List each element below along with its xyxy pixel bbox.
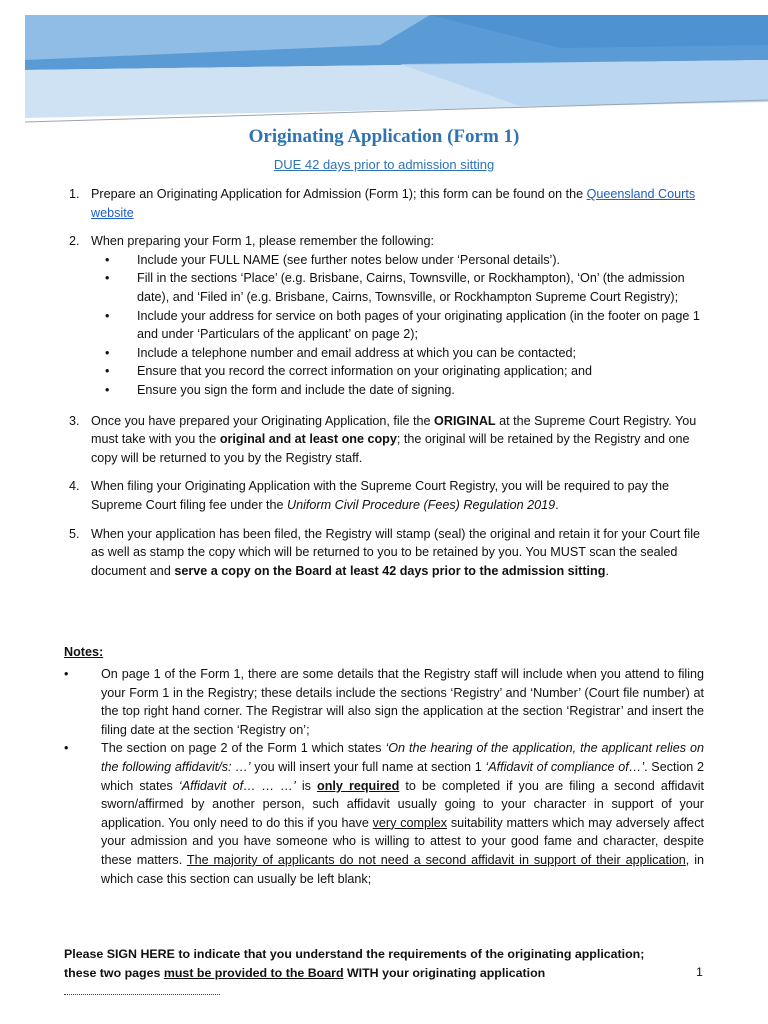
note-quote: ‘On the hearing of the application, the applicant relies on the following affidavit/s: …’ <box>101 741 704 774</box>
note-emphasis: The majority of applicants do not need a second affidavit in support of their application <box>186 852 686 867</box>
step-1 <box>64 185 704 222</box>
bullet-icon: • <box>64 667 69 681</box>
step-text: Prepare an Originating Application for Admission (Form 1); this form can be found on the <box>91 187 587 201</box>
step-number: 4. <box>69 479 80 494</box>
footer-text: WITH your originating application <box>343 965 546 980</box>
note-text: , in which case this section can usually be left blank; <box>101 852 704 886</box>
note-quote: ‘Affidavit of compliance of…’ <box>485 759 645 774</box>
list-item: • Ensure that you record the correct information on your originating application; and <box>91 362 704 381</box>
list-item: • Ensure you sign the form and include the date of signing. <box>91 381 704 400</box>
note-text: . Section 2 which states <box>101 759 704 793</box>
note-2 <box>64 739 704 888</box>
note-text: The section on page 2 of the Form 1 which states <box>101 741 386 756</box>
note-text: On page 1 of the Form 1, there are some details that the Registry staff will include when you attend to filing your Form 1 in the Registry; these details include the sections ‘Registry’ and ‘Number’ (Court file number) at the top right hand corner. The Registrar will also sign the application at the section ‘Registrar’ and insert the filing date at the section ‘Registry on’; <box>101 667 704 737</box>
step-2 <box>64 232 704 399</box>
step-text: When filing your Originating Application with the Supreme Court Registry, you will be required to pay the Supreme Court filing fee under the <box>91 479 669 512</box>
notes-heading: Notes: <box>64 645 104 659</box>
list-item: • Include a telephone number and email address at which you can be contacted; <box>91 344 704 363</box>
page-number: 1 <box>696 965 703 979</box>
note-text: to be completed if you are filing a second affidavit sworn/affirmed by another person, such affidavit usually going to your character in support of your application. You only need to do this if you have <box>101 778 705 830</box>
list-item: • Fill in the sections ‘Place’ (e.g. Brisbane, Cairns, Townsville, or Rockhampton), ‘On’ (the admission date), and ‘Filed in’ (e.g. Brisbane, Cairns, Townsville, or Rockhampton Supreme Court Registry); <box>91 269 704 306</box>
list-item: • Include your FULL NAME (see further notes below under ‘Personal details’). <box>91 251 704 270</box>
footer-text: Please SIGN HERE to indicate that you understand the requirements of the originating application; these two pages <box>64 947 645 980</box>
step-text: When preparing your Form 1, please remember the following: <box>91 234 434 249</box>
step-4 <box>64 477 704 514</box>
step-text: at the Supreme Court Registry. You must take with you the <box>91 413 697 447</box>
note-emphasis: very complex <box>372 815 448 830</box>
signature-line[interactable] <box>64 982 220 995</box>
step-2-bullets <box>91 251 704 400</box>
step-5 <box>64 525 704 581</box>
step-number: 2. <box>69 234 80 249</box>
signature-instruction <box>64 945 664 1001</box>
note-emphasis: only required <box>317 778 400 793</box>
page-title: Originating Application (Form 1) <box>248 126 520 147</box>
step-text-bold: ORIGINAL <box>434 413 496 428</box>
step-text: Once you have prepared your Originating Application, file the <box>91 413 435 428</box>
header-banner <box>0 0 768 130</box>
step-number: 3. <box>69 413 80 428</box>
queensland-courts-link[interactable]: Queensland Courts website <box>91 187 696 220</box>
note-text: suitability matters which may adversely affect your admission and you have someone who is willing to attest to your good fame and character, despite these matters. <box>101 815 704 867</box>
footer-emphasis: must be provided to the Board <box>163 965 344 980</box>
bullet-icon: • <box>64 741 69 756</box>
step-text: . <box>605 563 609 578</box>
step-text: ; the original will be retained by the Registry and one copy will be returned to you by the Registry staff. <box>91 432 690 465</box>
regulation-name: Uniform Civil Procedure (Fees) Regulation 2019 <box>287 497 556 512</box>
step-number: 1. <box>69 187 80 201</box>
due-subtitle: DUE 42 days prior to admission sitting <box>273 157 495 172</box>
note-text: you will insert your full name at section 1 <box>250 759 486 774</box>
note-quote: ‘Affidavit of… … …’ <box>178 778 296 793</box>
step-text-bold: serve a copy on the Board at least 42 days prior to the admission sitting <box>174 563 606 578</box>
step-text: When your application has been filed, the Registry will stamp (seal) the original and retain it for your Court file as well as stamp the copy which will be returned to you to be retained by you. You MUST scan the sealed document and <box>91 526 700 578</box>
note-text: is <box>295 778 317 793</box>
note-1 <box>64 665 704 739</box>
list-item: • Include your address for service on both pages of your originating application (in the footer on page 1 and under ‘Particulars of the applicant’ on page 2); <box>91 307 704 344</box>
step-3 <box>64 412 704 468</box>
notes-list <box>64 665 704 888</box>
step-number: 5. <box>69 526 80 541</box>
instruction-list <box>64 185 704 590</box>
step-text: . <box>555 497 559 512</box>
step-text-bold: original and at least one copy <box>219 432 397 447</box>
